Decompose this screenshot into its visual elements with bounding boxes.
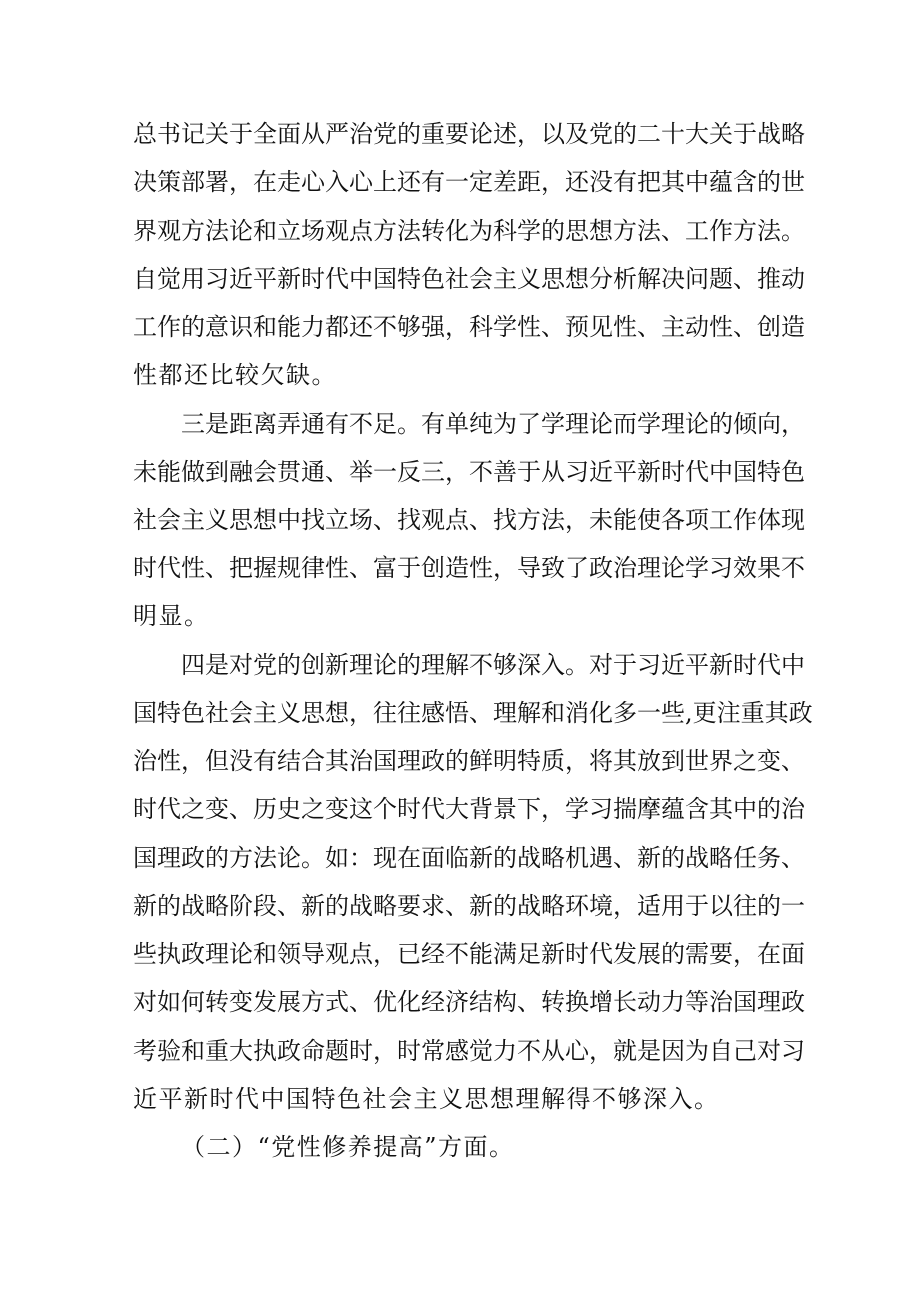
paragraph-line: 未能做到融会贯通、举一反三，不善于从习近平新时代中国特色 [133, 458, 805, 486]
section-heading: （二）“党性修养提高”方面。 [181, 1133, 515, 1161]
paragraph-line: 国特色社会主义思想，往往感悟、理解和消化多一些,更注重其政 [133, 699, 813, 727]
paragraph-line: 工作的意识和能力都还不够强，科学性、预见性、主动性、创造 [133, 313, 805, 341]
paragraph-line: 四是对党的创新理论的理解不够深入。对于习近平新时代中 [181, 651, 805, 679]
paragraph-line: 明显。 [133, 602, 210, 630]
paragraph-line: 治性，但没有结合其治国理政的鲜明特质，将其放到世界之变、 [133, 747, 805, 775]
paragraph-line: 三是距离弄通有不足。有单纯为了学理论而学理论的倾向， [181, 410, 805, 438]
paragraph-line: 近平新时代中国特色社会主义思想理解得不够深入。 [133, 1085, 720, 1113]
paragraph-line: 界观方法论和立场观点方法转化为科学的思想方法、工作方法。 [133, 217, 805, 245]
paragraph-line: 些执政理论和领导观点，已经不能满足新时代发展的需要，在面 [133, 940, 805, 968]
paragraph-line: 新的战略阶段、新的战略要求、新的战略环境，适用于以往的一 [133, 892, 805, 920]
paragraph-line: 社会主义思想中找立场、找观点、找方法，未能使各项工作体现 [133, 506, 805, 534]
paragraph-line: 决策部署，在走心入心上还有一定差距，还没有把其中蕴含的世 [133, 168, 805, 196]
paragraph-line: 性都还比较欠缺。 [133, 361, 337, 389]
paragraph-line: 时代性、把握规律性、富于创造性，导致了政治理论学习效果不 [133, 554, 805, 582]
paragraph-line: 自觉用习近平新时代中国特色社会主义思想分析解决问题、推动 [133, 265, 805, 293]
paragraph-line: 国理政的方法论。如：现在面临新的战略机遇、新的战略任务、 [133, 844, 805, 872]
paragraph-line: 对如何转变发展方式、优化经济结构、转换增长动力等治国理政 [133, 988, 805, 1016]
paragraph-line: 考验和重大执政命题时，时常感觉力不从心，就是因为自己对习 [133, 1037, 805, 1065]
paragraph-line: 总书记关于全面从严治党的重要论述，以及党的二十大关于战略 [133, 120, 805, 148]
paragraph-line: 时代之变、历史之变这个时代大背景下，学习揣摩蕴含其中的治 [133, 795, 805, 823]
